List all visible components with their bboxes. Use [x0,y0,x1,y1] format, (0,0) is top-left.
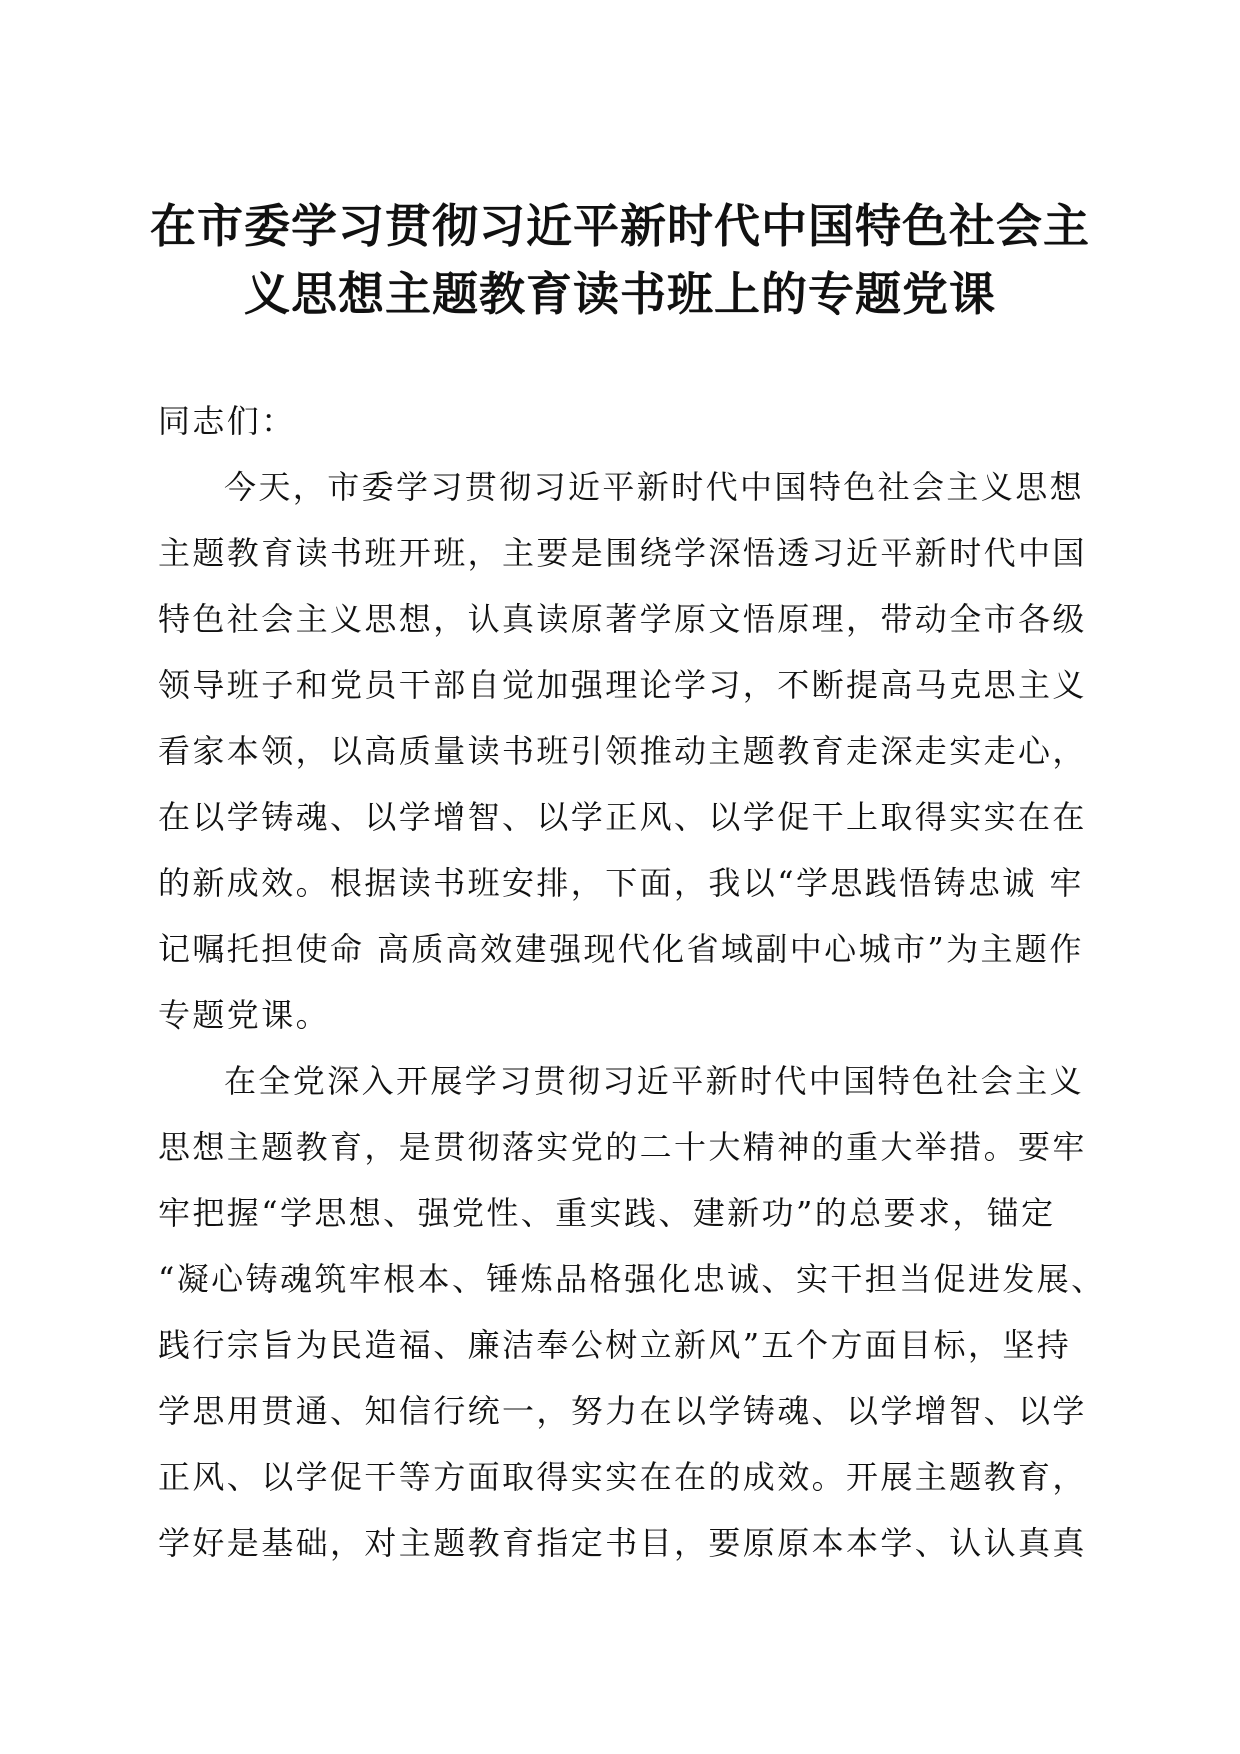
text-line: 在全党深入开展学习贯彻习近平新时代中国特色社会主义 [224,1062,1085,1100]
text-line: 正风、以学促干等方面取得实实在在的成效。开展主题教育， [158,1458,1087,1496]
text-line: 领导班子和党员干部自觉加强理论学习，不断提高马克思主义 [158,666,1087,704]
document-title [150,192,1090,328]
salutation: 同志们： [158,402,296,440]
text-line: 牢把握“学思想、强党性、重实践、建新功”的总要求，锚定 [158,1194,1056,1232]
title-line: 在市委学习贯彻习近平新时代中国特色社会主 [150,199,1090,253]
text-line: 在以学铸魂、以学增智、以学正风、以学促干上取得实实在在 [158,798,1087,836]
text-line: 专题党课。 [158,996,331,1034]
text-line: 践行宗旨为民造福、廉洁奉公树立新风”五个方面目标，坚持 [158,1326,1072,1364]
text-line: 学思用贯通、知信行统一，努力在以学铸魂、以学增智、以学 [158,1392,1087,1430]
text-line: 记嘱托担使命 高质高效建强现代化省域副中心城市”为主题作 [158,930,1084,968]
paragraph-1 [158,454,1088,1048]
text-line: 看家本领，以高质量读书班引领推动主题教育走深走实走心， [158,732,1087,770]
paragraph-2 [158,1048,1106,1576]
text-line: 今天，市委学习贯彻习近平新时代中国特色社会主义思想 [224,468,1085,506]
text-line: 特色社会主义思想，认真读原著学原文悟原理，带动全市各级 [158,600,1087,638]
text-line: “凝心铸魂筑牢根本、锤炼品格强化忠诚、实干担当促进发展、 [158,1260,1106,1298]
title-line: 义思想主题教育读书班上的专题党课 [244,267,996,321]
document-body [158,388,1106,1576]
text-line: 主题教育读书班开班，主要是围绕学深悟透习近平新时代中国 [158,534,1087,572]
text-line: 的新成效。根据读书班安排，下面，我以“学思践悟铸忠诚 牢 [158,864,1084,902]
text-line: 思想主题教育，是贯彻落实党的二十大精神的重大举措。要牢 [158,1128,1087,1166]
text-line: 学好是基础，对主题教育指定书目，要原原本本学、认认真真 [158,1524,1087,1562]
